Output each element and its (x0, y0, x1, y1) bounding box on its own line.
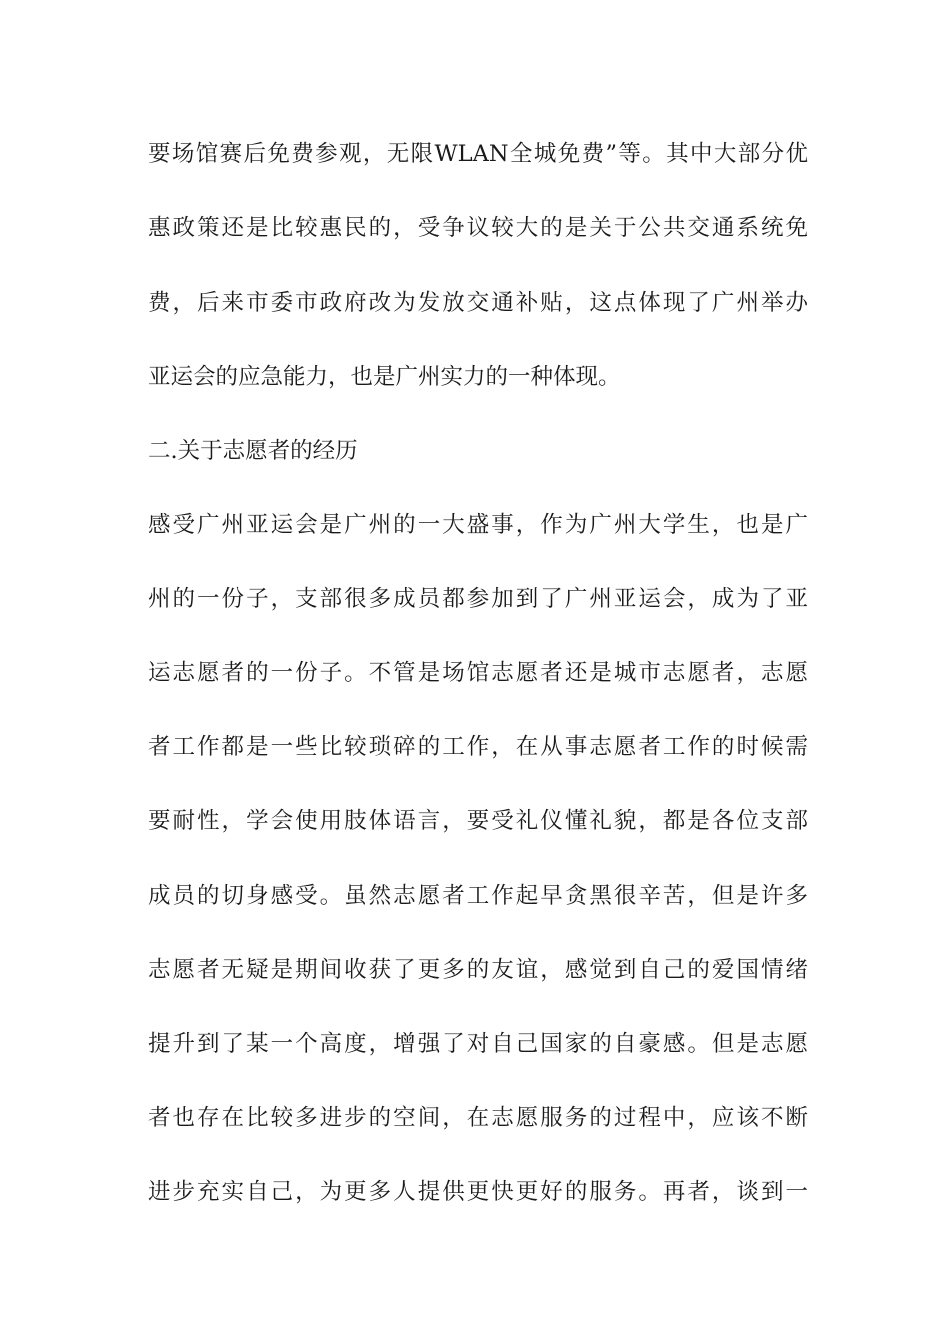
text-line-9: 者工作都是一些比较琐碎的工作，在从事志愿者工作的时候需 (148, 734, 808, 760)
text-line-1: 要场馆赛后免费参观，无限WLAN全城免费”等。其中大部分优 (148, 141, 808, 167)
text-line-7: 州的一份子，支部很多成员都参加到了广州亚运会，成为了亚 (148, 586, 808, 612)
text-line-14: 者也存在比较多进步的空间，在志愿服务的过程中，应该不断 (148, 1105, 808, 1131)
text-line-4: 亚运会的应急能力，也是广州实力的一种体现。 (148, 364, 621, 390)
text-line-12: 志愿者无疑是期间收获了更多的友谊，感觉到自己的爱国情绪 (148, 957, 808, 983)
text-line-15: 进步充实自己，为更多人提供更快更好的服务。再者，谈到一 (148, 1179, 808, 1205)
section-heading: 二.关于志愿者的经历 (148, 438, 358, 464)
text-line-2: 惠政策还是比较惠民的，受争议较大的是关于公共交通系统免 (148, 215, 808, 241)
text-line-10: 要耐性，学会使用肢体语言，要受礼仪懂礼貌，都是各位支部 (148, 808, 808, 834)
text-line-3: 费，后来市委市政府改为发放交通补贴，这点体现了广州举办 (148, 290, 808, 316)
text-line-11: 成员的切身感受。虽然志愿者工作起早贪黑很辛苦，但是许多 (148, 883, 808, 909)
text-line-8: 运志愿者的一份子。不管是场馆志愿者还是城市志愿者，志愿 (148, 660, 808, 686)
text-line-6: 感受广州亚运会是广州的一大盛事，作为广州大学生，也是广 (148, 512, 808, 538)
text-line-13: 提升到了某一个高度，增强了对自己国家的自豪感。但是志愿 (148, 1031, 808, 1057)
